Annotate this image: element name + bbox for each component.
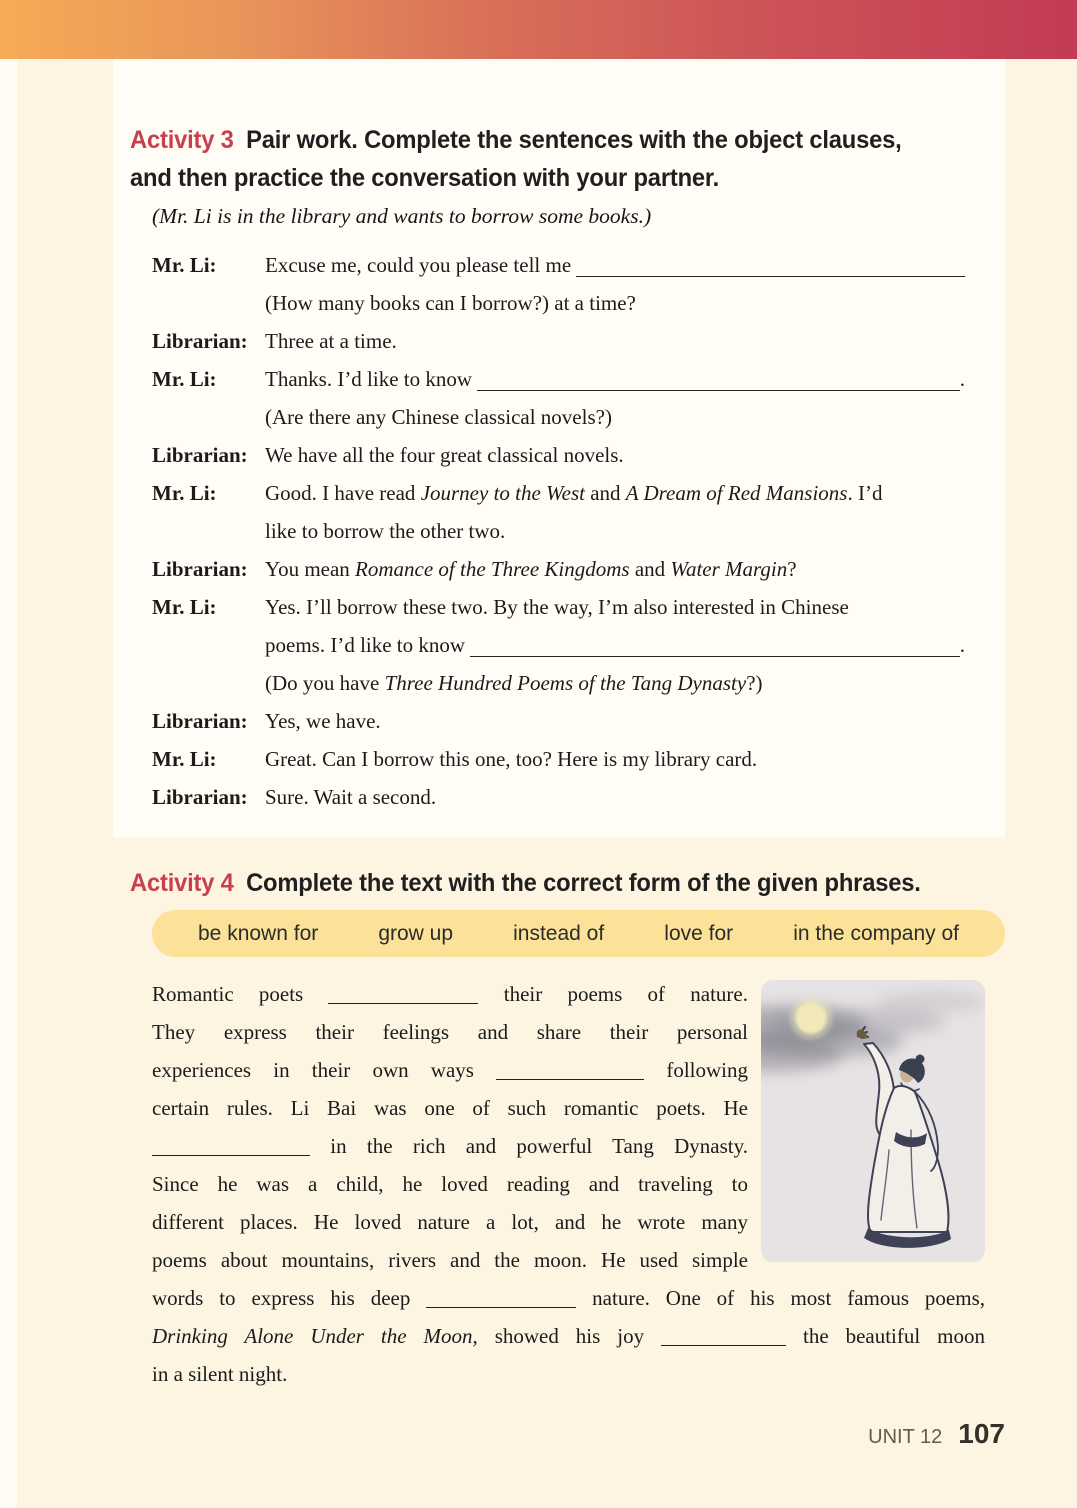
dialogue-row xyxy=(152,740,965,778)
text-segment: (Are there any Chinese classical novels?) xyxy=(265,405,612,429)
dialogue-text xyxy=(265,322,965,360)
text-segment: Water Margin xyxy=(670,557,788,581)
poet-illustration xyxy=(761,980,985,1262)
text-segment: Romantic poets xyxy=(152,982,329,1006)
text-segment: We have all the four great classical novels. xyxy=(265,443,624,467)
top-gradient-bar xyxy=(0,0,1077,59)
activity3-title-line1: Pair work. Complete the sentences with the object clauses, xyxy=(246,126,902,154)
text-segment: Three at a time. xyxy=(265,329,397,353)
dialogue-speaker: Librarian: xyxy=(152,709,248,733)
dialogue-row xyxy=(152,246,965,284)
activity3-badge: Activity 3 xyxy=(130,126,234,154)
text-segment: Yes. I’ll borrow these two. By the way, I’m also interested in Chinese xyxy=(265,595,849,619)
text-segment: poems about mountains, rivers and the moon. He used simple xyxy=(152,1248,748,1272)
dialogue-text xyxy=(265,398,965,436)
text-segment: . xyxy=(959,367,965,391)
dialogue-row xyxy=(152,664,965,702)
dialogue-speaker xyxy=(152,626,265,664)
text-segment: in the rich and powerful Tang Dynasty. xyxy=(310,1134,748,1158)
dialogue-speaker: Librarian: xyxy=(152,785,248,809)
paragraph-line xyxy=(152,1317,985,1355)
fill-in-blank xyxy=(477,390,959,391)
text-segment: words to express his deep xyxy=(152,1286,427,1310)
dialogue-speaker xyxy=(152,284,265,322)
dialogue-speaker xyxy=(152,398,265,436)
text-segment: and xyxy=(584,481,626,505)
text-segment: the beautiful moon xyxy=(786,1324,986,1348)
activity4-heading xyxy=(130,864,921,902)
text-segment: Thanks. I’d like to know xyxy=(265,367,478,391)
text-segment: , showed his joy xyxy=(472,1324,662,1348)
text-segment: Good. I have read xyxy=(265,481,421,505)
dialogue-text xyxy=(265,360,965,398)
dialogue-row xyxy=(152,702,965,740)
dialogue-row xyxy=(152,512,965,550)
dialogue-speaker xyxy=(152,664,265,702)
fill-in-blank xyxy=(152,1154,310,1156)
activity4-badge: Activity 4 xyxy=(130,869,234,897)
text-segment: . I’d xyxy=(847,481,883,505)
fill-in-blank xyxy=(576,276,965,277)
text-segment: like to borrow the other two. xyxy=(265,519,506,543)
paragraph-line xyxy=(152,1279,985,1317)
dialogue-row xyxy=(152,550,965,588)
dialogue-text xyxy=(265,474,965,512)
dialogue-speaker: Mr. Li: xyxy=(152,367,217,391)
word-bank-item: in the company of xyxy=(793,921,959,945)
dialogue-speaker: Mr. Li: xyxy=(152,747,217,771)
dialogue-text xyxy=(265,664,965,702)
dialogue-text xyxy=(265,436,965,474)
text-segment: certain rules. Li Bai was one of such romantic poets. He xyxy=(152,1096,748,1120)
text-segment: You mean xyxy=(265,557,356,581)
text-segment: Excuse me, could you please tell me xyxy=(265,253,577,277)
dialogue-speaker: Mr. Li: xyxy=(152,253,217,277)
paragraph-line xyxy=(152,1355,985,1393)
dialogue-speaker: Librarian: xyxy=(152,557,248,581)
dialogue-text xyxy=(265,778,965,816)
text-segment: nature. One of his most famous poems, xyxy=(576,1286,985,1310)
dialogue-text xyxy=(265,512,965,550)
text-segment: Romance of the Three Kingdoms xyxy=(355,557,630,581)
stage-direction: (Mr. Li is in the library and wants to borrow some books.) xyxy=(152,204,652,228)
activity4-paragraph xyxy=(152,975,985,1393)
unit-label: UNIT 12 xyxy=(868,1426,943,1448)
dialogue-text xyxy=(265,626,965,664)
dialogue-speaker xyxy=(152,512,265,550)
dialogue-speaker: Librarian: xyxy=(152,329,248,353)
fill-in-blank xyxy=(661,1344,786,1346)
dialogue-text xyxy=(265,246,965,284)
text-segment: in a silent night. xyxy=(152,1362,288,1386)
page-left-edge xyxy=(0,59,17,1508)
text-segment: Sure. Wait a second. xyxy=(265,785,437,809)
text-segment: . xyxy=(959,633,965,657)
dialogue-row xyxy=(152,322,965,360)
dialogue-text xyxy=(265,740,965,778)
dialogue-row xyxy=(152,588,965,626)
fill-in-blank xyxy=(470,656,959,657)
text-segment: experiences in their own ways xyxy=(152,1058,497,1082)
moon xyxy=(789,996,833,1040)
activity3-heading xyxy=(130,121,902,197)
word-bank xyxy=(152,910,1005,957)
dialogue-text xyxy=(265,702,965,740)
text-segment: A Dream of Red Mansions xyxy=(625,481,848,505)
word-bank-item: be known for xyxy=(198,921,319,945)
activity4-title: Complete the text with the correct form of the given phrases. xyxy=(246,869,921,897)
dialogue-row xyxy=(152,474,965,512)
text-segment: ?) xyxy=(746,671,763,695)
text-segment: Since he was a child, he loved reading and traveling to xyxy=(152,1172,748,1196)
word-bank-item: grow up xyxy=(378,921,454,945)
text-segment: Great. Can I borrow this one, too? Here is my library card. xyxy=(265,747,758,771)
text-segment: ? xyxy=(787,557,797,581)
dialogue-row xyxy=(152,626,965,664)
dialogue-text xyxy=(265,550,965,588)
dialogue-text xyxy=(265,284,965,322)
text-segment: Journey to the West xyxy=(420,481,585,505)
text-segment: (How many books can I borrow?) at a time? xyxy=(265,291,636,315)
dialogue-row xyxy=(152,284,965,322)
text-segment: following xyxy=(644,1058,748,1082)
text-segment: Yes, we have. xyxy=(265,709,381,733)
fill-in-blank xyxy=(426,1306,576,1308)
word-bank-item: instead of xyxy=(513,921,605,945)
text-segment: and xyxy=(629,557,671,581)
fill-in-blank xyxy=(496,1078,644,1080)
text-segment: Drinking Alone Under the Moon xyxy=(152,1324,473,1348)
text-segment: different places. He loved nature a lot, and he wrote many xyxy=(152,1210,748,1234)
dialogue-row xyxy=(152,436,965,474)
dialogue-row xyxy=(152,360,965,398)
fill-in-blank xyxy=(328,1002,478,1004)
word-bank-item: love for xyxy=(664,921,734,945)
dialogue-row xyxy=(152,778,965,816)
dialogue-speaker: Mr. Li: xyxy=(152,595,217,619)
text-segment: poems. I’d like to know xyxy=(265,633,471,657)
dialogue-row xyxy=(152,398,965,436)
dialogue-text xyxy=(265,588,965,626)
text-segment: They express their feelings and share their personal xyxy=(152,1020,748,1044)
text-segment: (Do you have xyxy=(265,671,385,695)
dialogue-speaker: Mr. Li: xyxy=(152,481,217,505)
dialogue xyxy=(152,246,965,816)
text-segment: Three Hundred Poems of the Tang Dynasty xyxy=(384,671,747,695)
activity3-title-line2: and then practice the conversation with your partner. xyxy=(130,164,720,192)
page-number: 107 xyxy=(958,1418,1005,1449)
dialogue-speaker: Librarian: xyxy=(152,443,248,467)
text-segment: their poems of nature. xyxy=(478,982,748,1006)
page-footer xyxy=(650,1418,1005,1450)
